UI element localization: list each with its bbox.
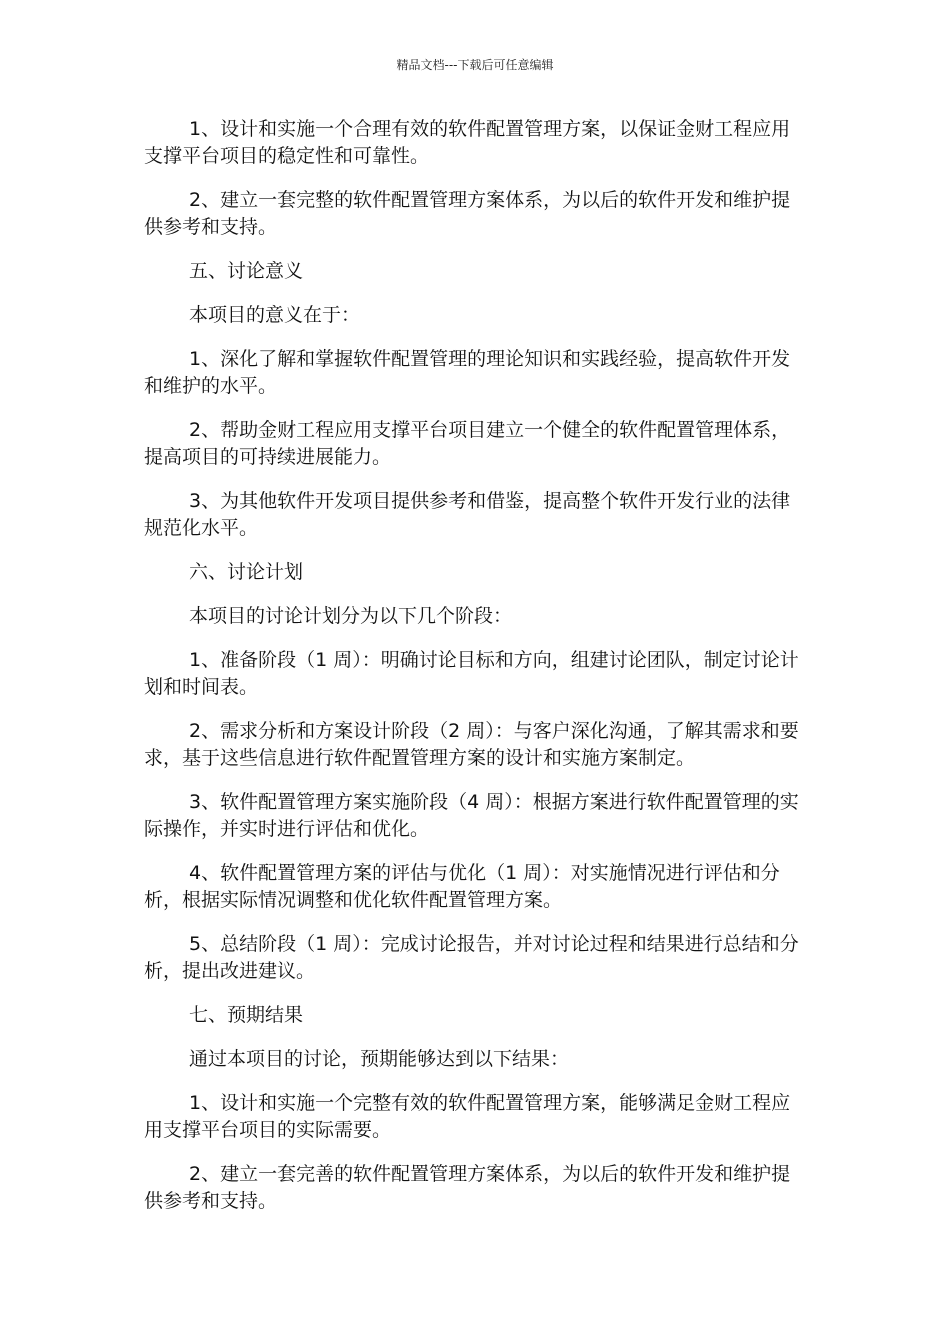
paragraph-results-1: 1、设计和实施一个完整有效的软件配置管理方案，能够满足金财工程应用支撑平台项目的实际需要。 <box>144 1092 791 1141</box>
paragraph-significance-3: 3、为其他软件开发项目提供参考和借鉴，提高整个软件开发行业的法律规范化水平。 <box>144 490 791 539</box>
paragraph-significance-2: 2、帮助金财工程应用支撑平台项目建立一个健全的软件配置管理体系，提高项目的可持续进展能力。 <box>144 419 791 468</box>
section-heading-plan: 六、讨论计划 <box>189 561 304 583</box>
section-heading-results: 七、预期结果 <box>189 1004 304 1026</box>
paragraph-plan-stage-5: 5、总结阶段（1 周）：完成讨论报告，并对讨论过程和结果进行总结和分析，提出改进建议。 <box>144 933 799 982</box>
paragraph-significance-intro: 本项目的意义在于： <box>189 304 361 326</box>
paragraph-plan-stage-2: 2、需求分析和方案设计阶段（2 周）：与客户深化沟通，了解其需求和要求，基于这些信息进行软件配置管理方案的设计和实施方案制定。 <box>144 720 799 769</box>
paragraph-goal-2: 2、建立一套完整的软件配置管理方案体系，为以后的软件开发和维护提供参考和支持。 <box>144 189 791 238</box>
paragraph-significance-1: 1、深化了解和掌握软件配置管理的理论知识和实践经验，提高软件开发和维护的水平。 <box>144 348 791 397</box>
section-heading-significance: 五、讨论意义 <box>189 260 304 282</box>
document-body <box>144 116 808 1232</box>
paragraph-plan-stage-1: 1、准备阶段（1 周）：明确讨论目标和方向，组建讨论团队，制定讨论计划和时间表。 <box>144 649 799 698</box>
paragraph-goal-1: 1、设计和实施一个合理有效的软件配置管理方案，以保证金财工程应用支撑平台项目的稳定性和可靠性。 <box>144 118 791 167</box>
paragraph-plan-intro: 本项目的讨论计划分为以下几个阶段： <box>189 605 513 627</box>
paragraph-plan-stage-4: 4、软件配置管理方案的评估与优化（1 周）：对实施情况进行评估和分析，根据实际情况调整和优化软件配置管理方案。 <box>144 862 780 911</box>
paragraph-results-2: 2、建立一套完善的软件配置管理方案体系，为以后的软件开发和维护提供参考和支持。 <box>144 1163 791 1212</box>
paragraph-results-intro: 通过本项目的讨论，预期能够达到以下结果： <box>189 1048 570 1070</box>
paragraph-plan-stage-3: 3、软件配置管理方案实施阶段（4 周）：根据方案进行软件配置管理的实际操作，并实时进行评估和优化。 <box>144 791 799 840</box>
page-header: 精品文档---下载后可任意编辑 <box>396 58 554 72</box>
